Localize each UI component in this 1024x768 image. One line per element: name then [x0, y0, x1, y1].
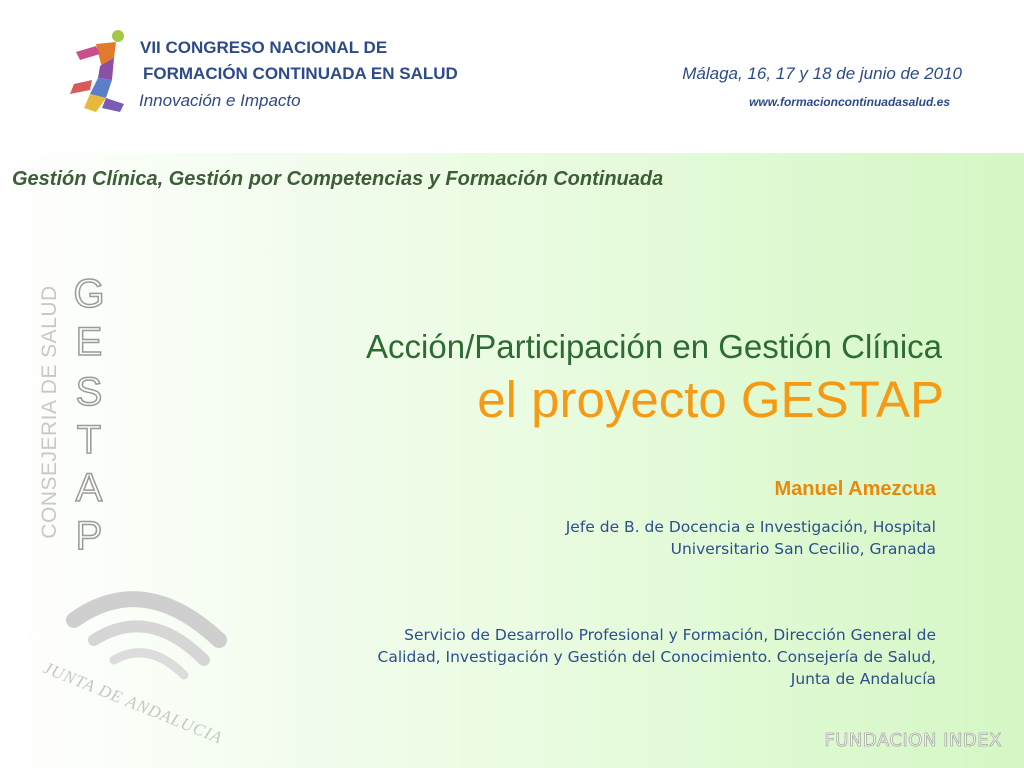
- gestap-letter-t: T: [76, 418, 102, 462]
- gestap-letter-g: G: [73, 272, 105, 316]
- service-line2: Calidad, Investigación y Gestión del Conocimiento. Consejería de Salud,: [377, 648, 936, 666]
- congress-header: [0, 0, 1024, 153]
- consejeria-text: CONSEJERIA DE SALUD: [38, 285, 61, 539]
- author-role-line1: Jefe de B. de Docencia e Investigación, Hospital: [565, 518, 936, 536]
- author-role-line2: Universitario San Cecilio, Granada: [670, 540, 936, 558]
- gestap-letter-p: P: [75, 514, 103, 558]
- congress-title-line1: VII CONGRESO NACIONAL DE: [140, 38, 388, 57]
- junta-logo-text: JUNTA DE ANDALUCIA: [40, 658, 226, 748]
- service-line1: Servicio de Desarrollo Profesional y Formación, Dirección General de: [404, 626, 936, 644]
- congress-website-link[interactable]: www.formacioncontinuadasalud.es: [749, 95, 950, 109]
- fundacion-index-footer: FUNDACION INDEX: [824, 730, 1002, 751]
- author-name: Manuel Amezcua: [774, 478, 936, 500]
- service-line3: Junta de Andalucía: [790, 670, 936, 688]
- junta-de-andalucia-logo-icon: [34, 580, 234, 750]
- congress-date: Málaga, 16, 17 y 18 de junio de 2010: [682, 64, 962, 83]
- congress-runner-logo-icon: [66, 28, 132, 116]
- congress-tagline: Innovación e Impacto: [139, 91, 301, 110]
- slide-title-line2: el proyecto GESTAP: [477, 371, 944, 428]
- slide-title-line1: Acción/Participación en Gestión Clínica: [366, 328, 942, 365]
- gestap-letter-s: S: [75, 370, 103, 414]
- gestap-letter-e: E: [75, 320, 103, 364]
- session-topic: Gestión Clínica, Gestión por Competencias y Formación Continuada: [12, 168, 664, 190]
- author-role: [566, 516, 936, 560]
- service-affiliation: [378, 624, 936, 690]
- consejeria-vertical-label: [30, 262, 70, 562]
- congress-title-line2: FORMACIÓN CONTINUADA EN SALUD: [143, 64, 458, 83]
- gestap-letter-a: A: [75, 466, 103, 510]
